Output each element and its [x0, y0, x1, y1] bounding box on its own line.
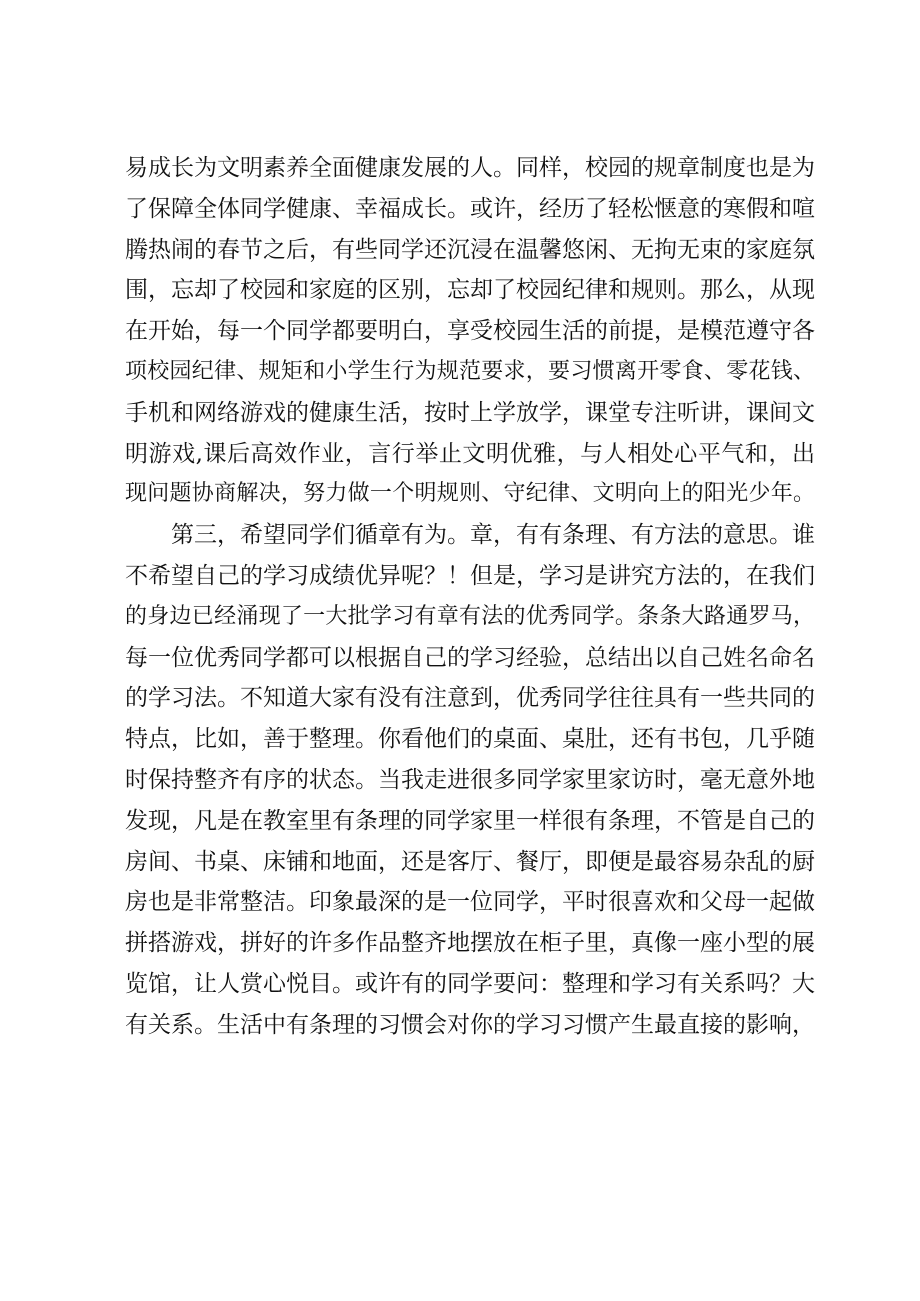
text-line: 每一位优秀同学都可以根据自己的学习经验，总结出以自己姓名命名: [125, 644, 815, 671]
text-line: 易成长为文明素养全面健康发展的人。同样，校园的规章制度也是为: [125, 155, 815, 181]
text-line: 现问题协商解决，努力做一个明规则、守纪律、文明向上的阳光少年。: [125, 481, 815, 507]
text-line: 发现，凡是在教室里有条理的同学家里一样很有条理，不管是自己的: [125, 807, 815, 834]
text-line: 有关系。生活中有条理的习惯会对你的学习习惯产生最直接的影响，: [125, 1011, 815, 1038]
text-line: 明游戏,课后高效作业，言行举止文明优雅，与人相处心平气和，出: [125, 440, 815, 467]
paragraph-start-line: 第三，希望同学们循章有为。章，有有条理、有方法的意思。谁: [171, 522, 815, 549]
text-line: 围，忘却了校园和家庭的区别，忘却了校园纪律和规则。那么，从现: [125, 277, 815, 304]
text-line: 拼搭游戏，拼好的许多作品整齐地摆放在柜子里，真像一座小型的展: [125, 930, 815, 957]
text-line: 腾热闹的春节之后，有些同学还沉浸在温馨悠闲、无拘无束的家庭氛: [125, 236, 815, 263]
body-text: [125, 148, 815, 1046]
text-line: 房间、书桌、床铺和地面，还是客厅、餐厅，即便是最容易杂乱的厨: [125, 848, 815, 875]
text-line: 在开始，每一个同学都要明白，享受校园生活的前提，是模范遵守各: [125, 318, 815, 345]
text-line: 了保障全体同学健康、幸福成长。或许，经历了轻松惬意的寒假和喧: [125, 195, 815, 222]
text-line: 的身边已经涌现了一大批学习有章有法的优秀同学。条条大路通罗马，: [125, 603, 815, 629]
text-line: 时保持整齐有序的状态。当我走进很多同学家里家访时，毫无意外地: [125, 766, 815, 793]
text-line: 手机和网络游戏的健康生活，按时上学放学，课堂专注听讲，课间文: [125, 399, 815, 426]
text-line: 项校园纪律、规矩和小学生行为规范要求，要习惯离开零食、零花钱、: [125, 358, 815, 384]
text-line: 的学习法。不知道大家有没有注意到，优秀同学往往具有一些共同的: [125, 685, 815, 712]
text-line: 览馆，让人赏心悦目。或许有的同学要问：整理和学习有关系吗？大: [125, 970, 815, 997]
text-line: 房也是非常整洁。印象最深的是一位同学，平时很喜欢和父母一起做: [125, 889, 815, 916]
text-line: 特点，比如，善于整理。你看他们的桌面、桌肚，还有书包，几乎随: [125, 726, 815, 753]
text-line: 不希望自己的学习成绩优异呢？！但是，学习是讲究方法的，在我们: [125, 562, 815, 589]
